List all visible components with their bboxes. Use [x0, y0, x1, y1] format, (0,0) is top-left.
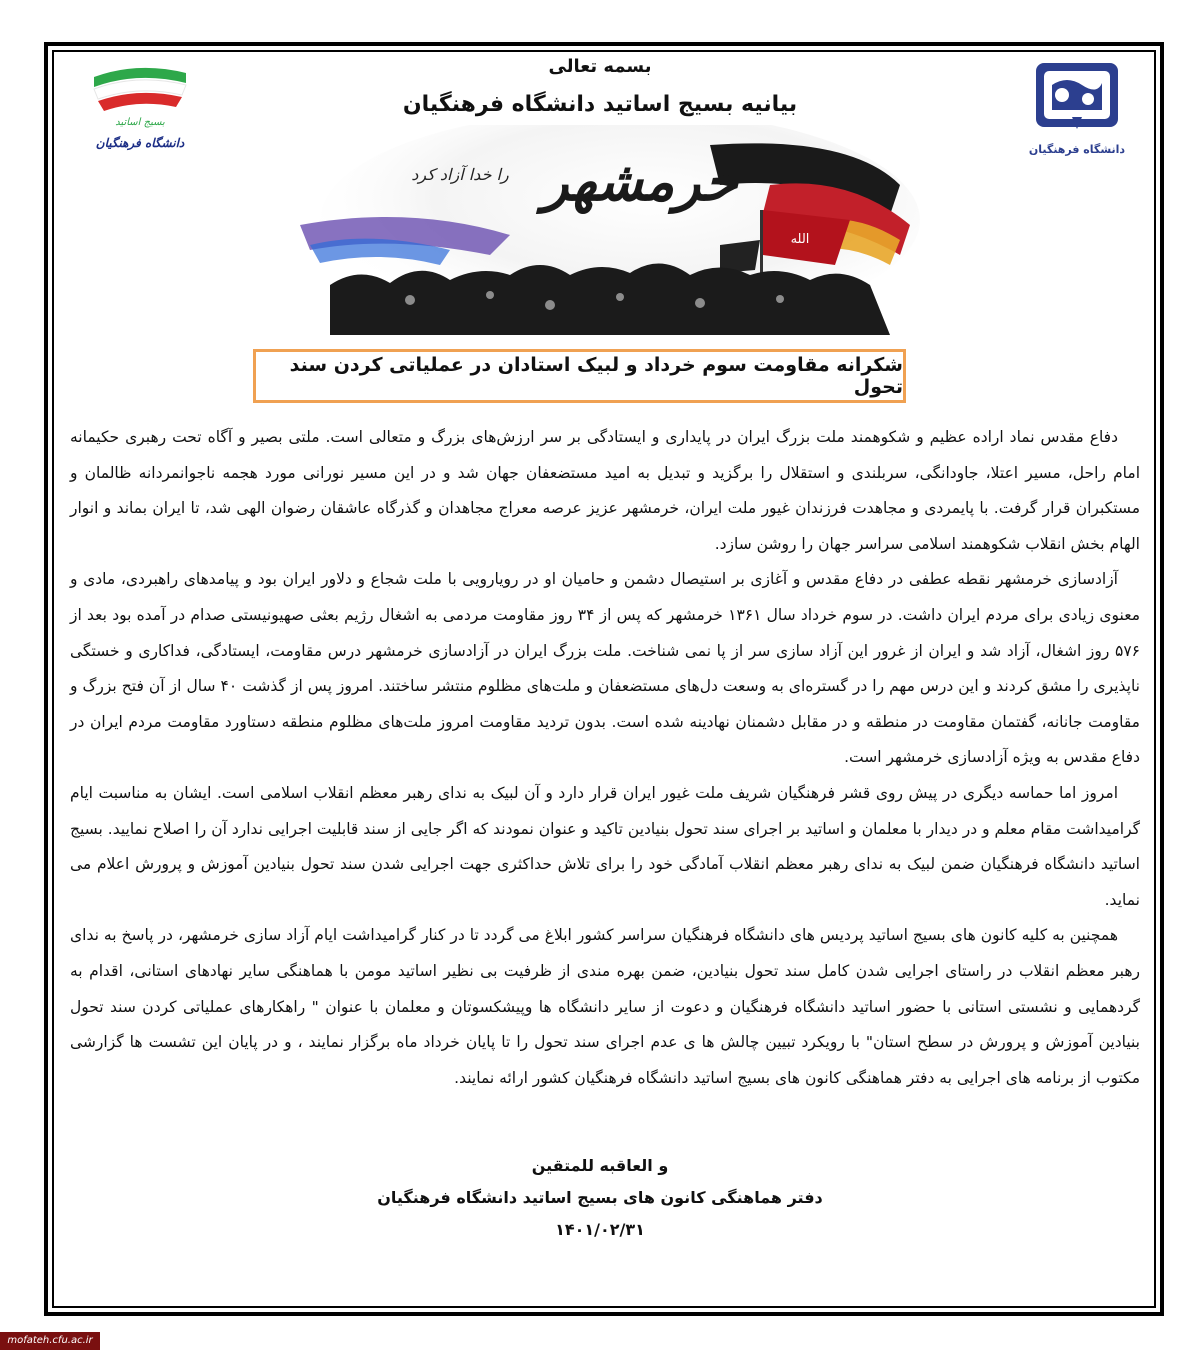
statement-body [70, 420, 1140, 1096]
paragraph-2: آزادسازی خرمشهر نقطه عطفی در دفاع مقدس و آغازی بر استیصال دشمن و حامیان او در رویارویی با ملت شجاع و دلاور ایران بود و پیامدهای راهبردی، مادی و معنوی زیادی برای مردم ایران داشت. در سوم خرداد سال ۱۳۶۱ خرمشهر که پس از ۳۴ روز مقاومت مردمی به اشغال رژیم بعثی صهیونیستی صدام در آمده بود بعد از ۵۷۶ روز اشغال، آزاد شد و ایران از غرور این آزاد سازی سر از پا نمی شناخت. ملت بزرگ ایران در آزادسازی خرمشهر درس مقاومت، ایستادگی، فداکاری و خستگی ناپذیری را مشق کردند و این درس مهم را در گستره‌ای به وسعت دل‌های مستضعفان و ملت‌های مظلوم منتشر ساختند. امروز پس از گذشت ۴۰ سال از آن فتح بزرگ و مقاومت جانانه، گفتمان مقاومت در منطقه و در مقابل دشمنان نهادینه شده است. بدون تردید مقاومت امروز ملت‌های مظلوم منطقه دستاورد مقاومت مردم ایران در دفاع مقدس به ویژه آزادسازی خرمشهر است. [70, 570, 1140, 767]
basij-asatid-logo [78, 55, 198, 165]
statement-title: بیانیه بسیج اساتید دانشگاه فرهنگیان [402, 92, 798, 117]
bismillah-heading: بسمه تعالی [548, 56, 652, 77]
subject-text: شکرانه مقاومت سوم خرداد و لبیک استادان در عملیاتی کردن سند تحول [289, 354, 903, 398]
signatory: دفتر هماهنگی کانون های بسیج اساتید دانشگاه فرهنگیان [377, 1188, 823, 1207]
paragraph-1: دفاع مقدس نماد اراده عظیم و شکوهمند ملت بزرگ ایران در پایداری و ایستادگی بر سر ارزش‌های بزرگ و متعالی است. ملتی بصیر و آگاه تحت رهبری حکیمانه امام راحل، مسیر اعتلا، جاودانگی، سربلندی و استقلال را برگزید و تبدیل به امید مستضعفان جهان شد و در این مسیر نورانی مورد هجمه ناجوانمردانه ظالمان و مستکبران قرار گرفت. با پایمردی و مجاهدت فرزندان غیور ملت ایران، خرمشهر عزیز عرصه معراج مجاهدان و گذرگاه عاشقان رضوان الهی شد، تا ایران بماند و انوار الهام بخش انقلاب شکوهمند اسلامی سراسر جهان را روشن سازد. [70, 428, 1140, 553]
site-watermark: mofateh.cfu.ac.ir [0, 1332, 100, 1350]
banner-subtitle: را خدا آزاد کرد [411, 165, 509, 184]
closing-block [350, 1150, 850, 1246]
farhangian-university-logo [1022, 55, 1132, 165]
left-logo-label-2: دانشگاه فرهنگیان [95, 136, 185, 150]
subject-box [253, 349, 906, 403]
left-logo-label-1: بسیج اساتید [115, 117, 165, 128]
khorramshahr-banner [290, 125, 925, 335]
closing-phrase: و العاقبه للمتقین [531, 1156, 669, 1175]
flag-label: الله [790, 232, 810, 247]
paragraph-3: امروز اما حماسه دیگری در پیش روی قشر فرهنگیان شریف ملت غیور ایران قرار دارد و آن لبیک به ندای رهبر معظم انقلاب اسلامی است. ایشان به مناسبت ایام گرامیداشت مقام معلم و در دیدار با معلمان و اساتید بر اجرای سند تحول بنیادین تاکید و عنوان نمودند که اگر جایی از سند قابلیت اجرایی ندارد آن را اصلاح نمایید. بسیج اساتید دانشگاه فرهنگیان ضمن لبیک به ندای رهبر معظم انقلاب آمادگی خود را برای تلاش حداکثری جهت اجرایی شدن سند تحول بنیادین آموزش و پرورش اعلام می نماید. [70, 783, 1140, 909]
right-logo-label: دانشگاه فرهنگیان [1028, 143, 1126, 156]
banner-calligraphy: خرمشهر [542, 149, 738, 213]
paragraph-4: همچنین به کلیه کانون های بسیج اساتید پردیس های دانشگاه فرهنگیان سراسر کشور ابلاغ می گردد تا در کنار گرامیداشت ایام آزاد سازی خرمشهر، در پاسخ به ندای رهبر معظم انقلاب در راستای اجرایی شدن کامل سند تحول بنیادین، ضمن بهره مندی از ظرفیت بی نظیر اساتید مومن با هماهنگی سایر نهادهای استانی، اقدام به گردهمایی و نشستی استانی با حضور اساتید دانشگاه فرهنگیان و دعوت از سایر دانشگاه ها وپیشکسوتان و معلمان با عنوان " راهکارهای عملیاتی کردن سند تحول بنیادین آموزش و پرورش در سطح استان" با رویکرد تبیین چالش ها ی عدم اجرای سند تحول را تا پایان خرداد ماه برگزار نمایند ، و در پایان این تشست ها گزارشی مکتوب از برنامه های اجرایی به دفتر هماهنگی کانون های بسیج اساتید دانشگاه فرهنگیان کشور ارائه نمایند. [70, 926, 1140, 1087]
statement-date: ۱۴۰۱/۰۲/۳۱ [555, 1220, 645, 1239]
